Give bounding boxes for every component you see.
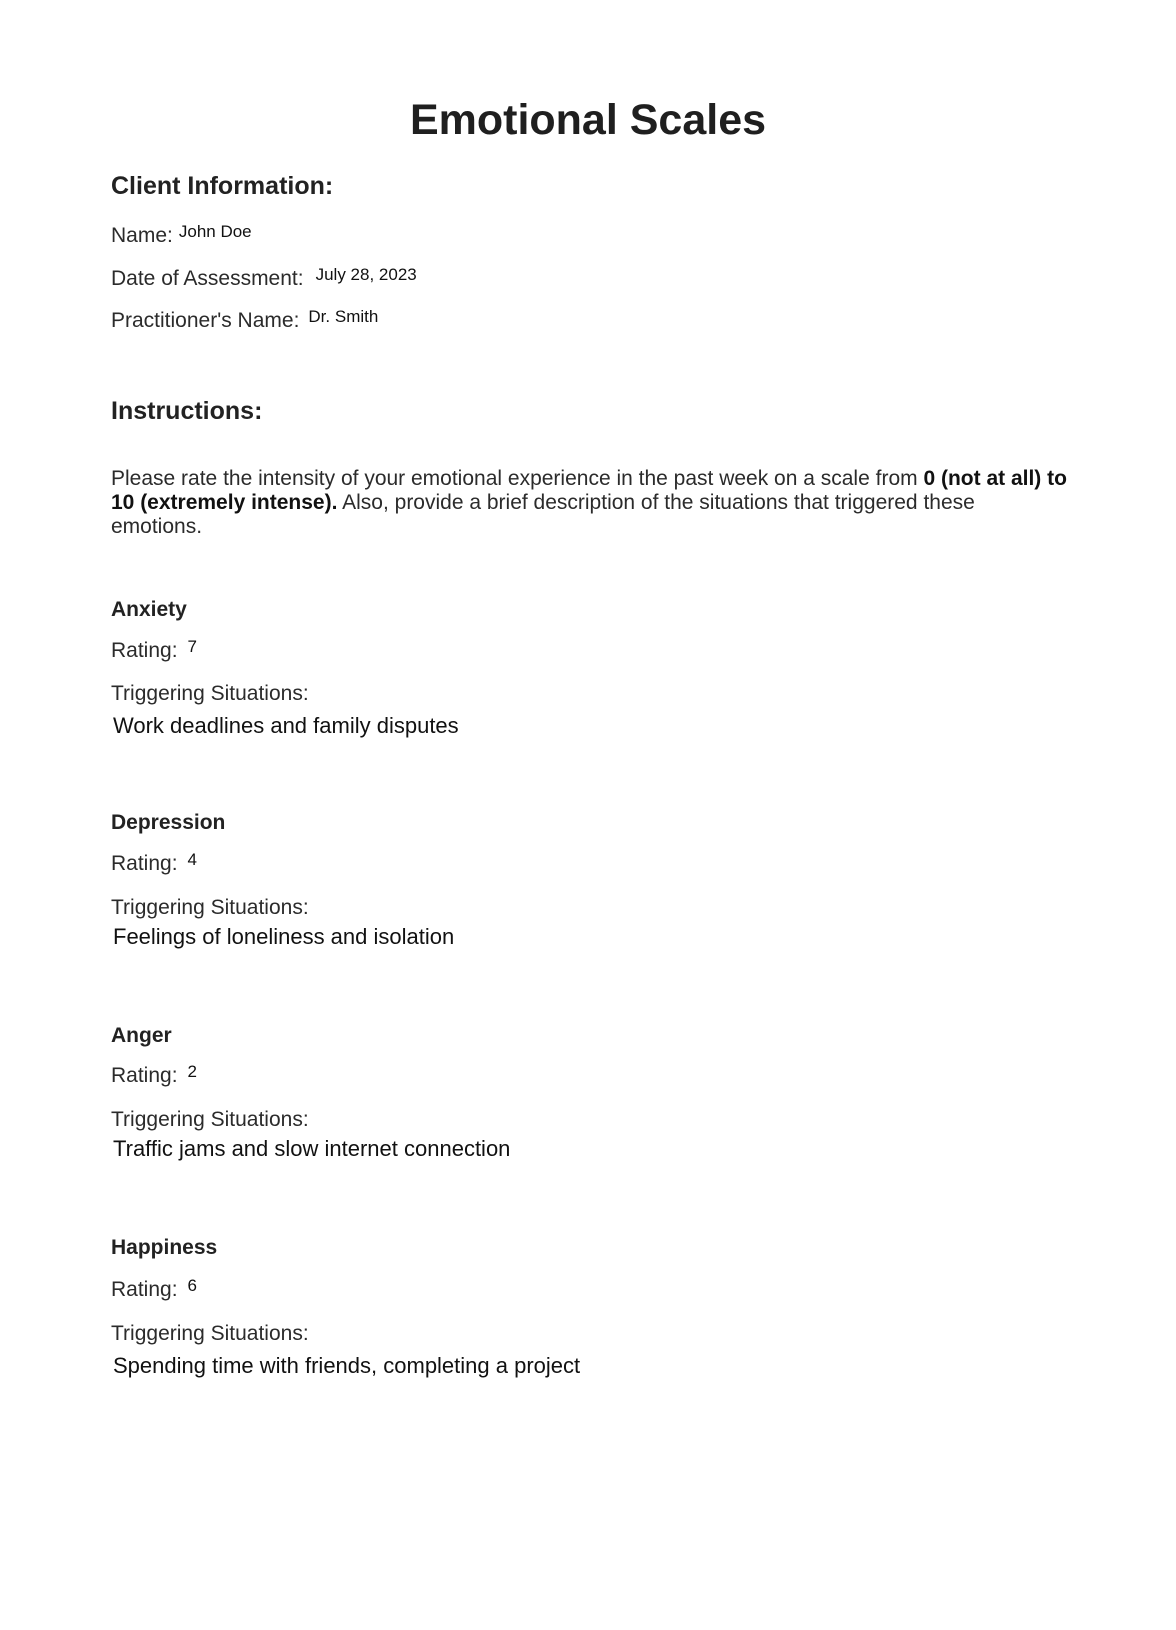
rating-field-depression bbox=[111, 852, 197, 876]
rating-value-happiness: 6 bbox=[187, 1276, 198, 1295]
rating-label: Rating: bbox=[111, 852, 178, 875]
rating-value-anxiety: 7 bbox=[187, 637, 198, 656]
emotion-title-happiness: Happiness bbox=[111, 1236, 218, 1259]
emotion-title-anger: Anger bbox=[111, 1024, 172, 1047]
emotion-title-depression: Depression bbox=[111, 811, 226, 834]
date-label: Date of Assessment: bbox=[111, 267, 304, 290]
name-field bbox=[111, 224, 252, 248]
name-label: Name: bbox=[111, 224, 173, 247]
page-title: Emotional Scales bbox=[409, 96, 767, 144]
rating-label: Rating: bbox=[111, 1278, 178, 1301]
triggering-value-happiness: Spending time with friends, completing a project bbox=[113, 1353, 581, 1378]
triggering-label-depression: Triggering Situations: bbox=[111, 896, 309, 919]
rating-label: Rating: bbox=[111, 1064, 178, 1087]
instructions-text-start: Please rate the intensity of your emotional experience in the past week on a scale from bbox=[111, 467, 924, 490]
rating-value-depression: 4 bbox=[187, 850, 198, 869]
name-value: John Doe bbox=[178, 222, 252, 241]
triggering-label-happiness: Triggering Situations: bbox=[111, 1322, 309, 1345]
triggering-label-anxiety: Triggering Situations: bbox=[111, 682, 309, 705]
client-info-heading: Client Information: bbox=[111, 172, 334, 200]
instructions-heading: Instructions: bbox=[111, 397, 263, 425]
triggering-value-anger: Traffic jams and slow internet connection bbox=[113, 1136, 511, 1161]
triggering-label-anger: Triggering Situations: bbox=[111, 1108, 309, 1131]
practitioner-value: Dr. Smith bbox=[308, 307, 379, 326]
rating-field-happiness bbox=[111, 1278, 197, 1302]
emotion-title-anxiety: Anxiety bbox=[111, 598, 187, 621]
instructions-text-end: Also, provide a brief description of the situations that triggered these emotions. bbox=[111, 491, 975, 538]
rating-value-anger: 2 bbox=[187, 1062, 198, 1081]
triggering-value-anxiety: Work deadlines and family disputes bbox=[113, 713, 459, 738]
date-value: July 28, 2023 bbox=[315, 265, 417, 284]
triggering-value-depression: Feelings of loneliness and isolation bbox=[113, 924, 455, 949]
rating-field-anger bbox=[111, 1064, 197, 1088]
instructions-text bbox=[111, 467, 1071, 539]
rating-label: Rating: bbox=[111, 639, 178, 662]
practitioner-label: Practitioner's Name: bbox=[111, 309, 300, 332]
instructions-scale-range: 0 (not at all) to 10 (extremely intense). bbox=[111, 467, 1067, 514]
rating-field-anxiety bbox=[111, 639, 197, 663]
date-field bbox=[111, 267, 417, 291]
practitioner-field bbox=[111, 309, 378, 333]
